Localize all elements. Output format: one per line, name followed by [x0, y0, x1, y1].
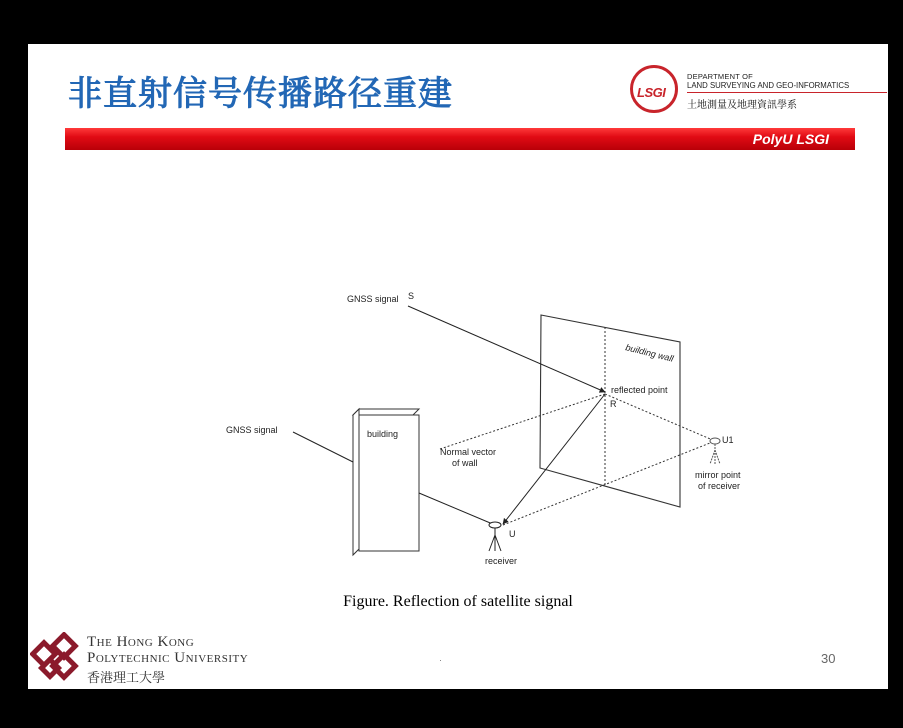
polyu-name-chinese: 香港理工大學 — [87, 671, 166, 686]
mirror-receiver-icon — [710, 438, 720, 464]
decorative-dot — [440, 660, 441, 661]
building-side — [353, 409, 359, 555]
polyu-emblem-icon — [30, 632, 84, 684]
label-gnss-signal-top: GNSS signal — [347, 294, 399, 304]
receiver-icon — [489, 522, 501, 551]
polyu-name-line1: The Hong Kong — [87, 634, 195, 650]
building-top — [353, 409, 419, 415]
label-reflected-point: reflected point — [611, 385, 668, 395]
signal-past-building — [419, 493, 495, 525]
banner-label: PolyU LSGI — [752, 131, 829, 147]
label-satellite-s: S — [408, 291, 415, 301]
signal-to-building — [293, 432, 353, 462]
polyu-name-line2: Polytechnic University — [87, 650, 249, 666]
label-receiver: receiver — [485, 556, 518, 566]
slide — [28, 44, 888, 689]
dept-name-line2: LAND SURVEYING AND GEO-INFORMATICS — [687, 81, 850, 90]
label-gnss-signal-left: GNSS signal — [226, 425, 278, 435]
label-mirror-u1: U1 — [722, 435, 734, 445]
label-normal-vector-1: Normal vector — [440, 447, 497, 457]
label-receiver-u: U — [509, 529, 516, 539]
label-building-wall: building wall — [624, 342, 675, 364]
label-mirror-point-2: of receiver — [698, 481, 741, 491]
polyu-logo — [30, 632, 310, 684]
dept-name-chinese: 土地測量及地理資訊學系 — [687, 100, 797, 111]
page-number: 30 — [821, 651, 836, 666]
label-mirror-point-1: mirror point — [695, 470, 741, 480]
figure-caption: Figure. Reflection of satellite signal — [343, 593, 573, 610]
label-building: building — [367, 429, 399, 439]
slide-title: 非直射信号传播路径重建 — [68, 74, 453, 114]
building-wall-plane — [540, 315, 680, 507]
label-reflection-r: R — [610, 399, 617, 409]
dept-name-line1: DEPARTMENT OF — [687, 72, 753, 81]
label-normal-vector-2: of wall — [452, 458, 478, 468]
lsgi-emblem-text: LSGI — [637, 85, 666, 100]
